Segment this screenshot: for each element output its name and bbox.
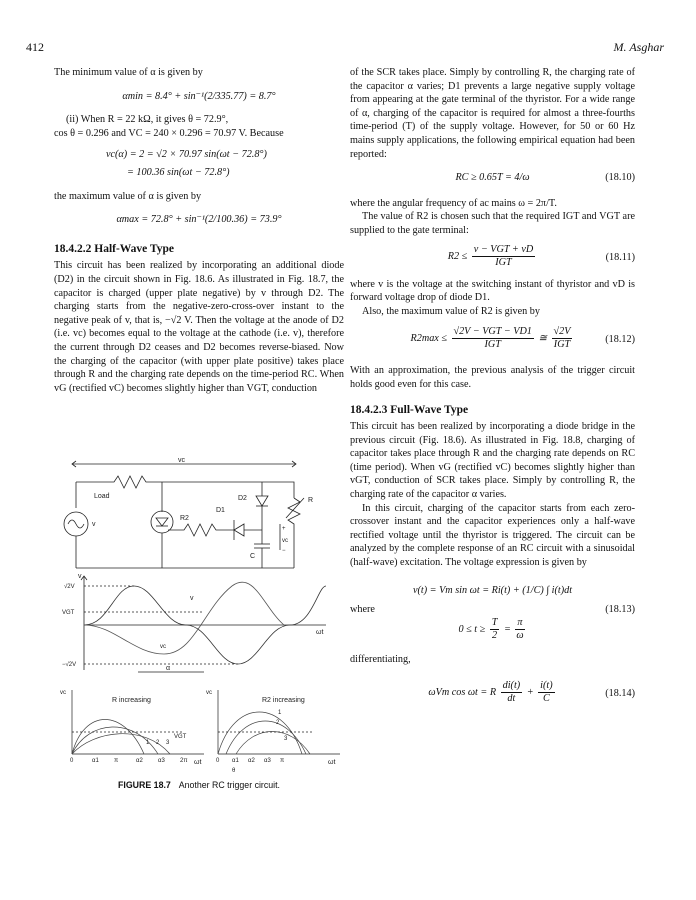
- eq-18-13: [350, 584, 635, 598]
- wave-label-root2v: √2V: [64, 584, 75, 590]
- tick-label: α1: [232, 758, 239, 764]
- eq-18-11-denominator: IGT: [495, 256, 512, 268]
- br-label-theta: θ: [232, 768, 236, 774]
- wave-label-vc: vc: [160, 644, 166, 650]
- eq-18-14-plus: +: [526, 687, 534, 699]
- eq-18-12-fraction-1: [452, 326, 534, 351]
- d2-triangle: [256, 496, 268, 506]
- eq-18-13-range-bot-2: ω: [516, 629, 524, 641]
- eq-18-12-numerator-1: √2V − VGT − VD1: [453, 326, 532, 338]
- eq-18-14-bot-2: C: [542, 693, 550, 705]
- eq-18-14-top-1: di(t): [502, 680, 521, 692]
- label-d2: D2: [238, 495, 247, 502]
- br-label-2: 2: [276, 720, 280, 726]
- wave-label-neg-root2v: −√2V: [62, 662, 77, 668]
- where-line: [350, 603, 635, 617]
- eq-18-10: [350, 171, 635, 185]
- scr-triangle: [156, 518, 168, 526]
- label-vc-top: vc: [178, 458, 185, 464]
- right-p7: This circuit has been realized by incorporating a diode bridge in the previous circuit (Fig. 18.6). As illustrated in Fig. 18.8, charging of capacitor takes place through R and the charging rate depends on RC (time period). When vG (rectified vC) becomes slightly higher than vGT, conduction of SCR takes place. Simply by controlling R, the charging rate of the capacitor α varies.: [350, 421, 635, 501]
- br-curve-2: [226, 721, 306, 754]
- ac-source-symbol: [68, 520, 84, 528]
- eq-18-13-range-lhs: 0 ≤ t ≥: [458, 623, 486, 635]
- right-p3: The value of R2 is chosen such that the required IGT and VGT are supplied to the gate terminal:: [350, 211, 635, 236]
- eq-18-13-range-bot-1: 2: [492, 629, 498, 641]
- eq-18-10-body: RC ≥ 0.65T = 4/ω: [455, 172, 530, 184]
- br-label-1: 1: [278, 710, 282, 716]
- figure-svg: [54, 458, 344, 778]
- eq-18-13-range-top-2: π: [517, 616, 523, 628]
- section-heading-full-wave: 18.4.2.3 Full-Wave Type: [350, 403, 469, 416]
- left-column: [54, 66, 344, 395]
- r-resistor: [288, 498, 300, 568]
- eq-vc-1: vc(α) = 2 = √2 × 70.97 sin(ωt − 72.8°): [106, 149, 267, 161]
- right-p5: Also, the maximum value of R2 is given by: [362, 305, 540, 317]
- label-vc-minus: −: [282, 548, 286, 554]
- eq-18-14-lhs: ωVm cos ωt = R: [428, 687, 497, 699]
- br-tick-labels: [216, 758, 284, 764]
- eq-18-12-numerator-2: √2V: [553, 326, 571, 338]
- label-d1: D1: [216, 507, 225, 514]
- bl-label-vc: vc: [60, 690, 66, 696]
- eq-18-11-fraction: [472, 244, 535, 269]
- label-v-source: v: [92, 521, 96, 528]
- bl-label-2: 2: [156, 740, 160, 746]
- right-column: [350, 66, 635, 708]
- tick-label: α1: [92, 758, 99, 764]
- br-curve-1: [218, 712, 302, 754]
- tick-label: 0: [216, 758, 220, 764]
- eq-18-13-range-frac-1: [490, 617, 500, 642]
- eq-18-14-frac-2: [538, 680, 554, 705]
- eq-18-12-fraction-2: [552, 326, 573, 351]
- eq-18-14-top-2: i(t): [540, 680, 553, 692]
- section-heading-half-wave: 18.4.2.2 Half-Wave Type: [54, 242, 175, 255]
- eq-18-13-body: v(t) = Vm sin ωt = Ri(t) + (1/C) ∫ i(t)dt: [412, 584, 573, 596]
- right-p9: differentiating,: [350, 653, 411, 665]
- eq-18-14-number: (18.14): [605, 688, 635, 700]
- figure-18-7: [54, 458, 344, 802]
- br-curve-3: [236, 732, 310, 755]
- label-load: Load: [94, 493, 110, 500]
- wave-label-alpha: α: [166, 665, 171, 672]
- bl-label-r-inc: R increasing: [112, 697, 151, 704]
- right-p1: of the SCR takes place. Simply by controlling R, the charging rate of the capacitor α varies; D1 prevents a large negative supply voltage from appearing at the gate terminal of the thyristor. For a wide range of α, charging of the capacitor is required for almost a three-fourths time-period (T) of the supply voltage. However, for 50 or 60 Hz mains supply applications, the following empirical equation had been reported:: [350, 67, 635, 160]
- left-p2a: (ii) When R = 22 kΩ, it gives θ = 72.9°,: [66, 114, 229, 126]
- label-r: R: [308, 497, 314, 504]
- br-label-3: 3: [284, 736, 288, 742]
- left-p1: The minimum value of α is given by: [54, 67, 203, 78]
- tick-label: α3: [264, 758, 271, 764]
- tick-label: α2: [136, 758, 143, 764]
- eq-18-12-lhs: R2max ≤: [410, 333, 447, 345]
- running-author: M. Asghar: [613, 40, 664, 54]
- eq-alpha-max: αmax = 72.8° + sin⁻¹(2/100.36) = 73.9°: [116, 214, 282, 226]
- label-vc-plus: +: [282, 526, 286, 532]
- label-r2: R2: [180, 515, 189, 522]
- br-label-vc: vc: [206, 690, 212, 696]
- eq-18-12-approx: ≅: [538, 333, 547, 345]
- eq-18-12: [350, 326, 635, 354]
- eq-18-11: [350, 244, 635, 272]
- eq-18-14-bot-1: dt: [507, 693, 516, 705]
- eq-18-12-denominator-2: IGT: [553, 339, 571, 351]
- left-p3: the maximum value of α is given by: [54, 190, 202, 202]
- wave-label-v-curve: v: [190, 595, 194, 602]
- wave-label-wt: ωt: [316, 629, 324, 636]
- eq-18-11-lhs: R2 ≤: [447, 250, 468, 262]
- eq-vc-2: = 100.36 sin(ωt − 72.8°): [127, 166, 230, 178]
- tick-label: 2π: [180, 758, 188, 764]
- bl-tick-labels: [70, 758, 187, 764]
- figure-caption: [54, 780, 344, 790]
- r2-resistor: [168, 524, 234, 536]
- right-p6: With an approximation, the previous analysis of the trigger circuit holds good even for this case.: [350, 365, 635, 390]
- bl-label-3: 3: [166, 740, 170, 746]
- left-body: This circuit has been realized by incorporating an additional diode (D2) in the circuit shown in Fig. 18.6. As illustrated in Fig. 18.7, the capacitor is charged (upper plate negative) by v through D2. The charging starts from the negative-zero-cross-over instant to the negative peak of v, that is, −√2 V. Then the voltage at the anode of D2 (i.e. vc) becomes equal to the voltage at the cathode (i.e. v), therefore the current through D2 ceases and D2 becomes reverse-biased. Now the charging of the capacitor (with upper plate positive) takes place through R and the charging rate depends on the time-period RC. When vG (rectified vC) becomes slightly higher than VGT, conduction: [54, 260, 344, 394]
- wave-label-vgt: VGT: [62, 610, 75, 616]
- page-number: 412: [26, 40, 44, 54]
- tick-label: π: [280, 758, 285, 764]
- right-p8: In this circuit, charging of the capacitor starts from each zero-crossover instant and the capacitor experiences only a half-wave rectified voltage until the thyristor is triggered. The circuit can be analyzed by the complete response of an RC circuit with a sinusoidal (half-wave) excitation. The voltage expression is given by: [350, 502, 635, 569]
- tick-label: α2: [248, 758, 255, 764]
- eq-18-13-range: [350, 617, 635, 643]
- label-vc-side: vc: [282, 538, 288, 544]
- tick-label: 0: [70, 758, 74, 764]
- page-header: [26, 40, 664, 56]
- eq-18-11-numerator: v − VGT + vD: [473, 243, 534, 255]
- eq-18-11-number: (18.11): [605, 251, 635, 263]
- label-c: C: [250, 553, 256, 560]
- eq-alpha-min: αmin = 8.4° + sin⁻¹(2/335.77) = 8.7°: [122, 90, 276, 102]
- eq-18-13-range-frac-2: [515, 617, 524, 642]
- eq-18-14: [350, 680, 635, 708]
- eq-18-12-denominator-1: IGT: [484, 339, 501, 351]
- eq-18-12-number: (18.12): [605, 334, 635, 346]
- eq-18-13-number: (18.13): [605, 604, 635, 616]
- eq-18-13-range-top-1: T: [491, 616, 498, 628]
- caption-text: Another RC trigger circuit.: [178, 780, 280, 790]
- tick-label: π: [114, 758, 119, 764]
- wave-vc-curve: [84, 582, 284, 654]
- bl-curve-1: [72, 720, 144, 755]
- bl-label-vgt: VGT: [174, 734, 187, 740]
- caption-label: FIGURE 18.7: [118, 780, 171, 790]
- wave-label-v: v: [78, 573, 82, 580]
- where-label: where: [350, 604, 375, 616]
- right-p2: where the angular frequency of ac mains ω = 2π/T.: [350, 197, 557, 209]
- eq-18-10-number: (18.10): [605, 172, 635, 184]
- waveform-plot: [81, 576, 326, 672]
- d1-triangle: [234, 524, 244, 536]
- bl-label-1: 1: [146, 740, 150, 746]
- left-p2b: cos θ = 0.296 and VC = 240 × 0.296 = 70.97 V. Because: [54, 127, 284, 139]
- eq-18-14-frac-1: [501, 680, 523, 705]
- br-label-r2-inc: R2 increasing: [262, 697, 305, 704]
- right-p4: where v is the voltage at the switching instant of thyristor and vD is forward voltage drop of diode D1.: [350, 278, 635, 304]
- bl-label-wt: ωt: [194, 759, 202, 766]
- br-label-wt: ωt: [328, 759, 336, 766]
- tick-label: α3: [158, 758, 165, 764]
- eq-18-13-range-eq: =: [503, 623, 511, 635]
